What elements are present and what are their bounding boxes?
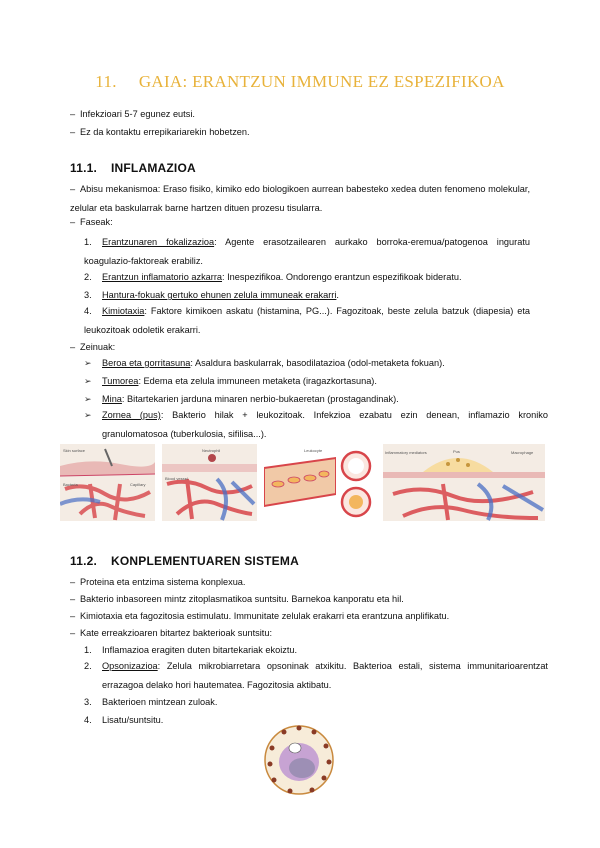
list-item: – Proteina eta entzima sistema konplexua. — [70, 577, 246, 587]
chapter-title: GAIA: ERANTZUN IMMUNE EZ ESPEZIFIKOA — [138, 72, 505, 91]
list-item: ➢ Mina: Bitartekarien jarduna minaren nerbio-bukaeretan (prostagandinak). — [84, 394, 399, 404]
faseak-label: – Faseak: — [70, 217, 113, 227]
inflammation-image-1 — [60, 444, 155, 521]
list-item: ➢ Zornea (pus): Bakterio hilak + leukozitoak. Infekzioa ezabatu ezin denean, inflamazio kroniko granulomatosoa (tuberkulosia, sifilisa...). — [84, 410, 548, 439]
page-title — [0, 72, 600, 92]
label-neutrophil: Neutrophil — [202, 448, 221, 453]
list-item: 2. Opsonizazioa: Zelula mikrobiarretara opsoninak atxikitu. Bakterioa estali, sistema immunitarioarentzat errazagoa delako hori hautematea. Fagozitosia aktibatu. — [84, 661, 548, 690]
list-item: 3. Hantura-fokuak gertuko ehunen zelula immuneak erakarri. — [84, 290, 339, 300]
zeinuak-label: – Zeinuak: — [70, 342, 116, 352]
opsonization-image — [262, 720, 336, 798]
intro-line-1: – Infekzioari 5-7 egunez eutsi. — [70, 109, 195, 119]
section-heading-inflamazioa: 11.1. INFLAMAZIOA — [70, 161, 196, 175]
label-macrophage: Macrophage — [511, 450, 534, 455]
label-leukocyte: Leukocyte — [304, 448, 323, 453]
inflammation-image-4 — [383, 444, 545, 521]
label-capillary: Capillary — [130, 482, 146, 487]
list-item: ➢ Tumorea: Edema eta zelula immuneen metaketa (iragazkortasuna). — [84, 376, 377, 386]
list-item: 4. Kimiotaxia: Faktore kimikoen askatu (histamina, PG...). Fagozitoak, beste zelula batzuk (diapesia) eta leukozitoak odoletik erakarri. — [84, 306, 530, 335]
inflammation-image-2 — [162, 444, 257, 521]
inflammation-image-3b — [336, 444, 376, 521]
list-item: ➢ Beroa eta gorritasuna: Asaldura baskularrak, basodilatazioa (odol-metaketa fokuan). — [84, 358, 445, 368]
list-item: 1. Erantzunaren fokalizazioa: Agente erasotzailearen aurkako borroka-eremua/patogenoa inguratu koagulazio-faktoreak erabiliz. — [84, 237, 530, 266]
intro-line-2: – Ez da kontaktu errepikariarekin hobetzen. — [70, 127, 250, 137]
label-pus: Pus — [453, 449, 460, 454]
list-item: – Bakterio inbasoreen mintz zitoplasmatikoa suntsitu. Barnekoa kanporatu eta hil. — [70, 594, 404, 604]
label-blood-vessel: Blood vessel — [165, 476, 188, 481]
list-item: 4. Lisatu/suntsitu. — [84, 715, 164, 725]
list-item: 2. Erantzun inflamatorio azkarra: Inespezifikoa. Ondorengo erantzun espezifikoak bideratu. — [84, 272, 462, 282]
list-item: 1. Inflamazioa eragiten duten bitartekariak ekoiztu. — [84, 645, 298, 655]
section-heading-konplementua: 11.2. KONPLEMENTUAREN SISTEMA — [70, 554, 299, 568]
inflammation-image-3 — [264, 444, 336, 521]
chapter-number: 11. — [95, 72, 117, 91]
list-item: – Kate erreakzioaren bitartez bakterioak suntsitu: — [70, 628, 273, 638]
label-skin-surface: Skin surface — [63, 448, 86, 453]
abisu-paragraph: – Abisu mekanismoa: Eraso fisiko, kimiko edo biologikoen aurrean babesteko xedea duten fenomeno molekular, zelular eta baskularrak barne hartzen dituen prozesu tisularra. — [70, 184, 530, 213]
label-bacteria: Bacteria — [63, 482, 78, 487]
list-item: 3. Bakterioen mintzean zuloak. — [84, 697, 218, 707]
list-item: – Kimiotaxia eta fagozitosia estimulatu. Immunitate zelulak erakarri eta erantzuna anplifikatu. — [70, 611, 450, 621]
label-inflammatory-mediators: Inflammatory mediators — [385, 450, 427, 455]
